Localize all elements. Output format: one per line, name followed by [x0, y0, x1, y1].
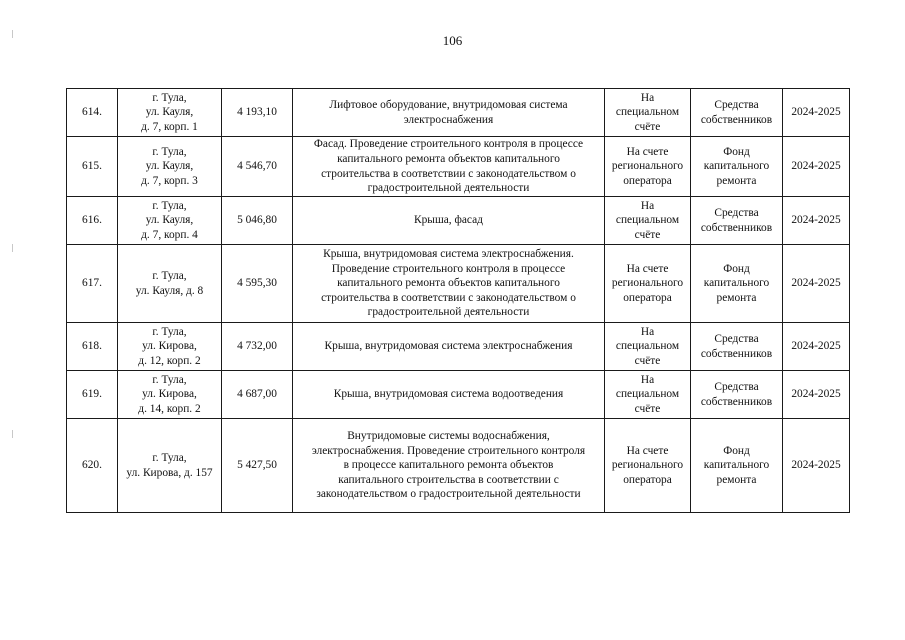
fund-account: На специальном счёте	[605, 371, 691, 419]
table-row	[67, 137, 850, 197]
fund-account: На счете регионального оператора	[605, 245, 691, 323]
table-row	[67, 323, 850, 371]
funding-source: Фонд капитального ремонта	[691, 245, 783, 323]
building-area: 4 595,30	[222, 245, 293, 323]
building-address: г. Тула, ул. Кирова, д. 14, корп. 2	[118, 371, 222, 419]
edge-mark	[12, 430, 13, 438]
fund-account: На специальном счёте	[605, 323, 691, 371]
row-number: 619.	[67, 371, 118, 419]
page-number: 106	[442, 33, 463, 48]
repair-period: 2024-2025	[783, 137, 850, 197]
repair-period: 2024-2025	[783, 323, 850, 371]
building-area: 4 687,00	[222, 371, 293, 419]
funding-source: Фонд капитального ремонта	[691, 419, 783, 513]
building-address: г. Тула, ул. Кауля, д. 8	[118, 245, 222, 323]
edge-mark	[12, 30, 13, 38]
funding-source: Средства собственников	[691, 371, 783, 419]
funding-source: Средства собственников	[691, 323, 783, 371]
row-number: 618.	[67, 323, 118, 371]
fund-account: На счете регионального оператора	[605, 137, 691, 197]
repair-works: Крыша, внутридомовая система электроснабжения	[293, 323, 605, 371]
fund-account: На счете регионального оператора	[605, 419, 691, 513]
repair-period: 2024-2025	[783, 197, 850, 245]
fund-account: На специальном счёте	[605, 197, 691, 245]
edge-mark	[12, 244, 13, 252]
table-row	[67, 245, 850, 323]
repair-period: 2024-2025	[783, 371, 850, 419]
repair-works: Лифтовое оборудование, внутридомовая система электроснабжения	[293, 89, 605, 137]
repair-program-table	[66, 88, 850, 513]
building-address: г. Тула, ул. Кауля, д. 7, корп. 1	[118, 89, 222, 137]
building-address: г. Тула, ул. Кирова, д. 157	[118, 419, 222, 513]
repair-works: Крыша, фасад	[293, 197, 605, 245]
building-address: г. Тула, ул. Кирова, д. 12, корп. 2	[118, 323, 222, 371]
table-row	[67, 371, 850, 419]
building-address: г. Тула, ул. Кауля, д. 7, корп. 4	[118, 197, 222, 245]
building-area: 4 732,00	[222, 323, 293, 371]
building-address: г. Тула, ул. Кауля, д. 7, корп. 3	[118, 137, 222, 197]
fund-account: На специальном счёте	[605, 89, 691, 137]
table-body	[67, 89, 850, 513]
row-number: 616.	[67, 197, 118, 245]
table-row	[67, 419, 850, 513]
row-number: 615.	[67, 137, 118, 197]
funding-source: Фонд капитального ремонта	[691, 137, 783, 197]
row-number: 620.	[67, 419, 118, 513]
repair-period: 2024-2025	[783, 89, 850, 137]
row-number: 614.	[67, 89, 118, 137]
funding-source: Средства собственников	[691, 89, 783, 137]
repair-works: Крыша, внутридомовая система водоотведения	[293, 371, 605, 419]
repair-works: Фасад. Проведение строительного контроля в процессе капитального ремонта объектов капитального строительства в соответствии с законодательством о градостроительной деятельности	[293, 137, 605, 197]
building-area: 4 193,10	[222, 89, 293, 137]
repair-works: Внутридомовые системы водоснабжения, электроснабжения. Проведение строительного контроля в процессе капитального ремонта объектов капитального строительства в соответствии с законодательством о градостроительной деятельности	[293, 419, 605, 513]
building-area: 5 427,50	[222, 419, 293, 513]
table-row	[67, 197, 850, 245]
row-number: 617.	[67, 245, 118, 323]
repair-works: Крыша, внутридомовая система электроснабжения. Проведение строительного контроля в процессе капитального ремонта объектов капитального строительства в соответствии с законодательством о градостроительной деятельности	[293, 245, 605, 323]
building-area: 5 046,80	[222, 197, 293, 245]
funding-source: Средства собственников	[691, 197, 783, 245]
repair-period: 2024-2025	[783, 419, 850, 513]
table-row	[67, 89, 850, 137]
repair-period: 2024-2025	[783, 245, 850, 323]
building-area: 4 546,70	[222, 137, 293, 197]
